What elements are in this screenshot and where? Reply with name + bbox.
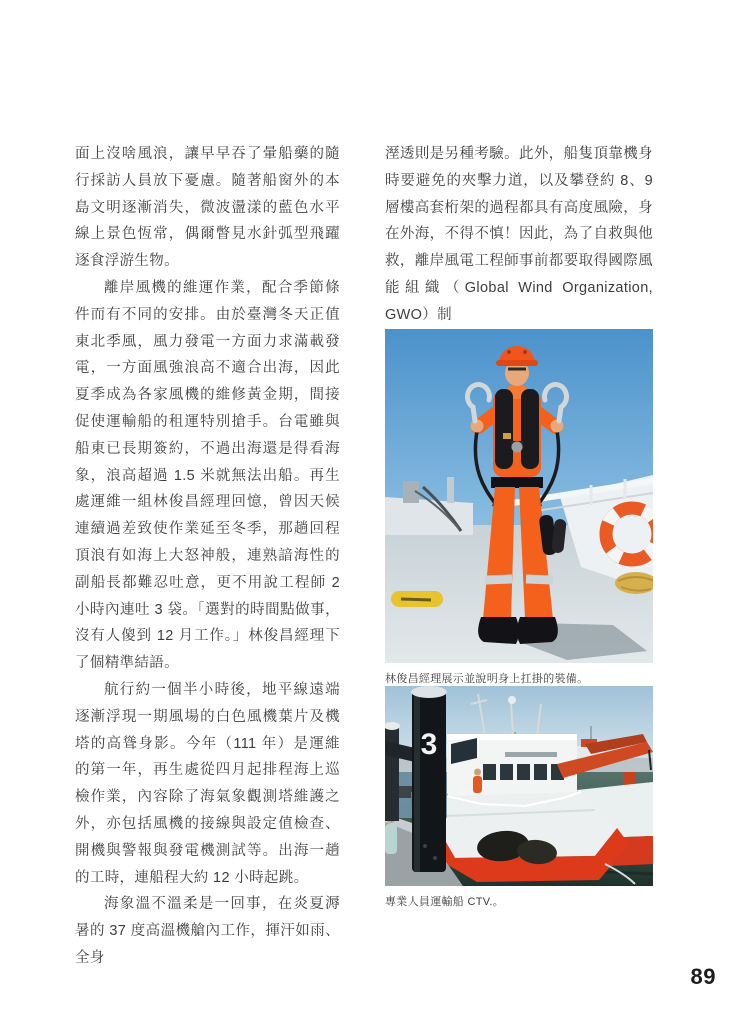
deck-marking — [391, 591, 443, 607]
body-paragraph: 面上沒啥風浪，讓早早吞了暈船藥的隨行採訪人員放下憂慮。隨著船窗外的本島文明逐漸消失，微波盪漾的藍色水平線上景色恆常，偶爾瞥見水針弧型飛躍逐食浮游生物。 — [75, 146, 340, 270]
figure-engineer-photo — [385, 329, 653, 686]
page-number: 89 — [690, 964, 716, 989]
figure-caption: 專業人員運輸船 CTV.。 — [385, 895, 505, 908]
gloves — [539, 514, 567, 555]
left-column — [75, 141, 340, 972]
article-body — [75, 141, 653, 972]
body-paragraph: 溼透則是另種考驗。此外，船隻頂靠機身時要避免的夾擊力道，以及攀登約 8、9 層樓高套桁架的過程都具有高度風險，身在外海，不得不慎！因此，為了自救與他救，離岸風電工程師事前都要取得國際風能組織（Global Wind Organization, GWO）制 — [385, 146, 653, 323]
figure-ctv-photo — [385, 686, 653, 909]
ctv-photo-illustration — [385, 686, 653, 886]
mooring-pile — [411, 686, 447, 872]
body-paragraph: 離岸風機的維運作業，配合季節條件而有不同的安排。由於臺灣冬天正值東北季風，風力發電一方面力求滿載發電，一方面風強浪高不適合出海，因此夏季成為各家風機的維修黃金期，間接促使運輸船的租運特別搶手。台電雖與船東已長期簽約，不過出海還是得看海象，浪高超過 1.5 米就無法出船。再生處運維一組林俊昌經理回憶，曾因天候連續過差致使作業延至冬季，那趟回程頂浪有如海上大怒神般，連熟諳海性的副船長都難忍吐意，更不用說工程師 2 小時內連吐 3 袋。「選對的時間點做事，沒有人傻到 12 月工作。」林俊昌經理下了個精準結語。 — [75, 279, 340, 672]
right-column — [385, 141, 653, 972]
figure-caption: 林俊昌經理展示並說明身上扛掛的裝備。 — [385, 672, 589, 685]
engineer-photo-illustration — [385, 329, 653, 663]
pile-number-label: 3 — [420, 727, 438, 761]
body-paragraph: 航行約一個半小時後，地平線遠端逐漸浮現一期風場的白色風機葉片及機塔的高聳身影。今年（111 年）是運維的第一年，再生處從四月起排程海上巡檢作業，內容除了海氣象觀測塔維護之外，亦包括風機的接線與設定值檢查、開機與警報與發電機測試等。出海一趟的工時，連船程大約 12 小時起跳。 — [75, 681, 340, 886]
crew-member — [473, 768, 482, 793]
body-paragraph: 海象溫不溫柔是一回事，在炎夏溽暑的 37 度高溫機艙內工作，揮汗如雨、全身 — [75, 896, 340, 966]
